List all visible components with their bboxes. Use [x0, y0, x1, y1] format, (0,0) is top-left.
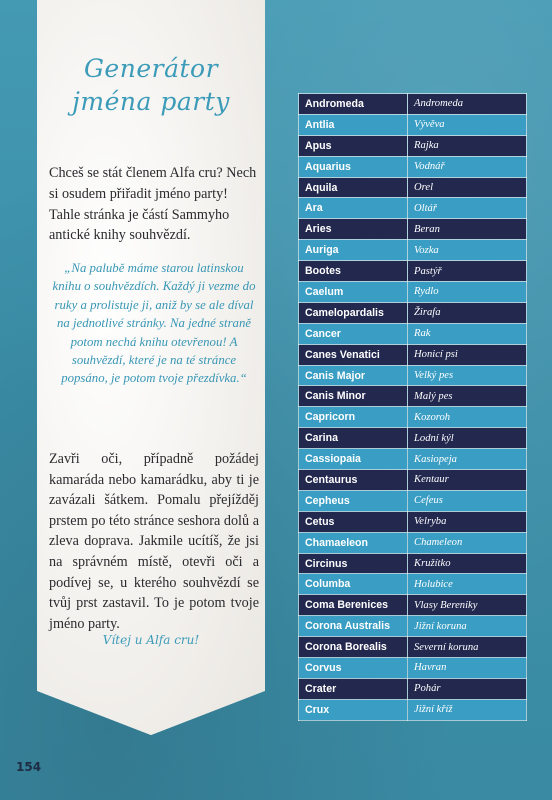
table-row: [299, 470, 527, 491]
table-row: [299, 490, 527, 511]
latin-name: Coma Berenices: [299, 595, 408, 616]
czech-name: Severní koruna: [408, 637, 527, 658]
table-row: [299, 114, 527, 135]
czech-name: Pastýř: [408, 261, 527, 282]
latin-name: Crater: [299, 678, 408, 699]
table-row: [299, 511, 527, 532]
czech-name: Rydlo: [408, 282, 527, 303]
czech-name: Žirafa: [408, 302, 527, 323]
czech-name: Malý pes: [408, 386, 527, 407]
latin-name: Columba: [299, 574, 408, 595]
latin-name: Carina: [299, 428, 408, 449]
latin-name: Corona Borealis: [299, 637, 408, 658]
table-row: [299, 261, 527, 282]
latin-name: Ara: [299, 198, 408, 219]
latin-name: Andromeda: [299, 94, 408, 115]
czech-name: Vývěva: [408, 114, 527, 135]
table-row: [299, 198, 527, 219]
title-line-1: Generátor: [83, 54, 219, 83]
latin-name: Auriga: [299, 240, 408, 261]
page-title: [37, 52, 265, 118]
czech-name: Pohár: [408, 678, 527, 699]
latin-name: Cancer: [299, 323, 408, 344]
czech-name: Kasiopeja: [408, 449, 527, 470]
instructions-paragraph: Zavři oči, případně požádej kamaráda nebo kamarádku, aby ti je zavázali šátkem. Pomalu přejížděj prstem po této stránce seshora dolů a zleva doprava. Jakmile ucítíš, že jsi na správném místě, otevři oči a podívej se, u kterého souhvězdí se tvůj prst zastavil. To je potom tvoje jméno party.: [49, 451, 259, 632]
table-row: [299, 240, 527, 261]
table-row: [299, 616, 527, 637]
latin-name: Cetus: [299, 511, 408, 532]
table-row: [299, 428, 527, 449]
latin-name: Chamaeleon: [299, 532, 408, 553]
latin-name: Aquarius: [299, 156, 408, 177]
czech-name: Rak: [408, 323, 527, 344]
table-row: [299, 386, 527, 407]
table-row: [299, 553, 527, 574]
czech-name: Cefeus: [408, 490, 527, 511]
latin-name: Crux: [299, 699, 408, 720]
latin-name: Antlia: [299, 114, 408, 135]
table-row: [299, 94, 527, 115]
latin-name: Canis Major: [299, 365, 408, 386]
table-row: [299, 595, 527, 616]
czech-name: Oltář: [408, 198, 527, 219]
signoff: Vítej u Alfa cru!: [102, 633, 200, 647]
table-row: [299, 282, 527, 303]
table-row: [299, 302, 527, 323]
table-row: [299, 344, 527, 365]
czech-name: Havran: [408, 658, 527, 679]
czech-name: Chameleon: [408, 532, 527, 553]
latin-name: Canes Venatici: [299, 344, 408, 365]
czech-name: Holubice: [408, 574, 527, 595]
latin-name: Cepheus: [299, 490, 408, 511]
table-row: [299, 574, 527, 595]
czech-name: Vozka: [408, 240, 527, 261]
quote-paragraph: „Na palubě máme starou latinskou knihu o souhvězdích. Každý ji vezme do ruky a prolistuje ji, aniž by se ale díval na jednotlivé stránky. Na jedné straně potom nechá knihu otevřenou! A souhvězdí, které je na té stránce popsáno, je potom tvoje přezdívka.“: [52, 261, 256, 386]
czech-name: Orel: [408, 177, 527, 198]
table-row: [299, 637, 527, 658]
intro-paragraph: Chceš se stát členem Alfa cru? Nech si osudem přiřadit jméno party! Tahle stránka je částí Sammyho antické knihy souhvězdí.: [49, 165, 257, 244]
table-row: [299, 449, 527, 470]
table-row: [299, 658, 527, 679]
czech-name: Jižní kříž: [408, 699, 527, 720]
czech-name: Andromeda: [408, 94, 527, 115]
table-row: [299, 699, 527, 720]
czech-name: Kentaur: [408, 470, 527, 491]
czech-name: Rajka: [408, 135, 527, 156]
czech-name: Jižní koruna: [408, 616, 527, 637]
latin-name: Bootes: [299, 261, 408, 282]
table-row: [299, 177, 527, 198]
latin-name: Corvus: [299, 658, 408, 679]
latin-name: Capricorn: [299, 407, 408, 428]
table-row: [299, 407, 527, 428]
table-row: [299, 365, 527, 386]
page-number: 154: [16, 760, 42, 774]
latin-name: Circinus: [299, 553, 408, 574]
table-row: [299, 156, 527, 177]
czech-name: Vodnář: [408, 156, 527, 177]
czech-name: Velký pes: [408, 365, 527, 386]
table-row: [299, 532, 527, 553]
czech-name: Velryba: [408, 511, 527, 532]
table-row: [299, 135, 527, 156]
latin-name: Aries: [299, 219, 408, 240]
czech-name: Honicí psi: [408, 344, 527, 365]
constellation-table: [298, 93, 527, 721]
czech-name: Beran: [408, 219, 527, 240]
latin-name: Aquila: [299, 177, 408, 198]
table-row: [299, 678, 527, 699]
latin-name: Apus: [299, 135, 408, 156]
latin-name: Canis Minor: [299, 386, 408, 407]
czech-name: Vlasy Bereniky: [408, 595, 527, 616]
table-row: [299, 219, 527, 240]
czech-name: Lodní kýl: [408, 428, 527, 449]
latin-name: Camelopardalis: [299, 302, 408, 323]
latin-name: Caelum: [299, 282, 408, 303]
latin-name: Centaurus: [299, 470, 408, 491]
czech-name: Kozoroh: [408, 407, 527, 428]
czech-name: Kružítko: [408, 553, 527, 574]
title-line-2: jména party: [72, 87, 230, 116]
latin-name: Cassiopaia: [299, 449, 408, 470]
table-row: [299, 323, 527, 344]
latin-name: Corona Australis: [299, 616, 408, 637]
